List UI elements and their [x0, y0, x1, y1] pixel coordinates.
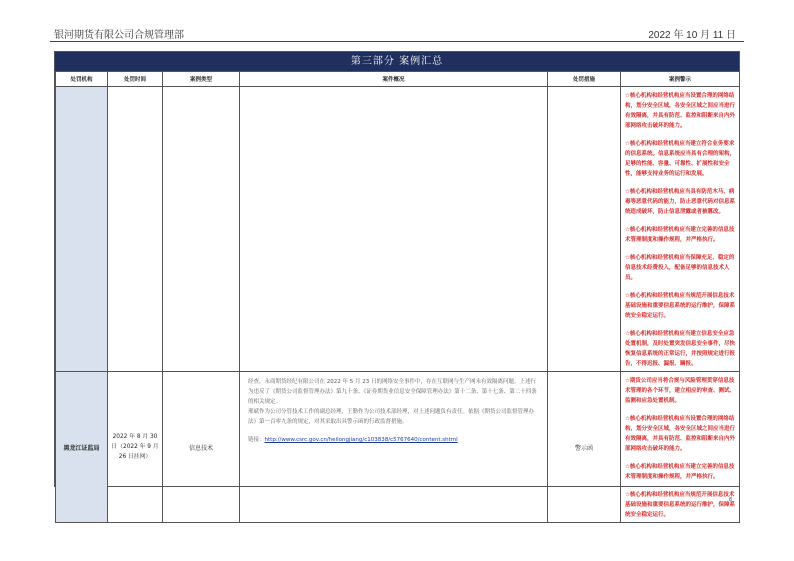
cell-warning [621, 87, 740, 372]
warning-item: ☆核心机构和经营机构应当设置合理的网络结构，划分安全区域，各安全区域之间应当进行有效隔离，并具有防范、监控和阻断来自内外部网络攻击破坏的能力。 [625, 93, 736, 129]
link-label: 链接： [248, 437, 265, 443]
cell-type: 信息技术 [163, 372, 240, 523]
cell-measure [548, 87, 621, 372]
column-header-summary: 案件概况 [240, 72, 548, 87]
column-header-type: 案例类型 [163, 72, 240, 87]
warning-item: ☆期货公司应当将合规与风险管理贯穿信息技术管理的各个环节，建立相应的审查、测试、监测和应急处置机制。 [625, 378, 736, 404]
cell-type [163, 87, 240, 372]
cell-time [108, 87, 163, 372]
page-number: 8 [729, 497, 732, 503]
warning-item: ☆核心机构和经营机构应当建立信息安全应急处置机制，及时处置突发信息安全事件，尽快恢复信息系统的正常运行，并按照规定进行报告，不得迟报、漏报、瞒报。 [625, 331, 736, 367]
summary-link-line [248, 435, 539, 445]
warning-item: ☆核心机构和经营机构应当具有防范木马、病毒等恶意代码的能力，防止恶意代码对信息系统造成破坏，防止信息泄露或者被篡改。 [625, 189, 736, 215]
cell-time: 2022 年 8 月 30 日（2022 年 9 月 26 日挂网） [108, 372, 163, 523]
warning-item: ☆核心机构和经营机构应当规范开展信息技术基础设施和重要信息系统的运行维护，保障系统安全稳定运行。 [625, 293, 736, 319]
cell-measure: 警示函 [548, 372, 621, 523]
cell-warning [621, 372, 740, 523]
warning-item: ☆核心机构和经营机构应当建立符合业务要求的信息系统。信息系统应当具有合理的架构，足够的性能、容量、可靠性、扩展性和安全性，能够支持业务的运行和发展。 [625, 141, 736, 177]
warning-item: ☆核心机构和经营机构应当规范开展信息技术基础设施和重要信息系统的运行维护，保障系统安全稳定运行。 [625, 492, 736, 518]
warning-item: ☆核心机构和经营机构应当建立完善的信息技术管理制度和操作规程，并严格执行。 [625, 464, 735, 480]
header-divider [50, 41, 744, 42]
section-title: 第三部分 案例汇总 [55, 52, 739, 71]
table-header-row [56, 72, 740, 87]
table-row [56, 372, 740, 523]
cell-org [56, 87, 108, 372]
warning-item: ☆核心机构和经营机构应当保障充足、稳定的信息技术经费投入，配备足够的信息技术人员。 [625, 255, 735, 281]
header-company: 银河期货有限公司合规管理部 [54, 30, 184, 41]
cell-summary [240, 87, 548, 372]
column-header-measure: 处罚措施 [548, 72, 621, 87]
summary-paragraph: 邢斌作为公司分管技术工作的副总经理，王勤作为公司技术部经理，对上述问题负有责任。依据《期货公司监督管理办法》第一百零九条的规定，对其采取出具警示函的行政监督措施。 [248, 409, 535, 425]
header-date: 2022 年 10 月 11 日 [648, 30, 736, 41]
column-header-warning: 案例警示 [621, 72, 740, 87]
summary-paragraph: 经查，永商期货经纪有限公司在 2022 年 5 月 23 日的网络安全事件中，存在互联网与生产网未有效隔离问题。上述行为违反了《期货公司监督管理办法》第九十条、《证券期货业信息安全保障管理办法》第十二条、第十七条、第二十四条的相关规定。 [248, 379, 537, 405]
warning-item: ☆核心机构和经营机构应当建立完善的信息技术管理制度和操作规程，并严格执行。 [625, 227, 735, 243]
cell-summary [240, 372, 548, 523]
table-row [56, 87, 740, 372]
source-link[interactable]: http://www.csrc.gov.cn/heilongjiang/c103838/c5767640/content.shtml [264, 437, 458, 443]
warning-item: ☆核心机构和经营机构应当设置合理的网络结构，划分安全区域，各安全区域之间应当进行有效隔离，并具有防范、监控和阻断来自内外部网络攻击破坏的能力。 [625, 416, 736, 452]
case-table [55, 71, 740, 523]
cell-org: 黑龙江证监局 [56, 372, 108, 523]
column-header-time: 处罚时间 [108, 72, 163, 87]
case-table-frame [54, 51, 740, 518]
column-header-org: 处罚机构 [56, 72, 108, 87]
